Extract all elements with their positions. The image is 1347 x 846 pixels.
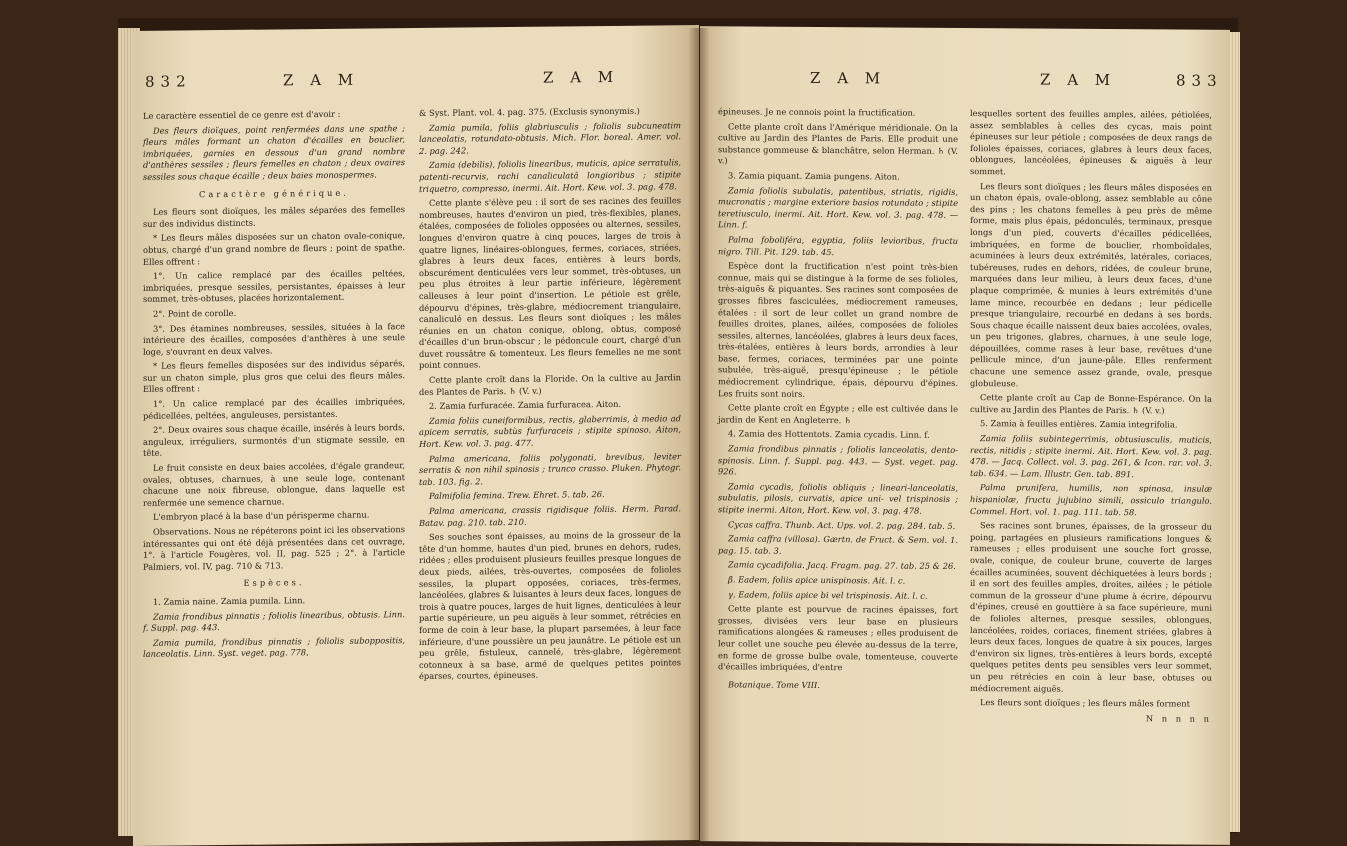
paragraph: Le fruit consiste en deux baies accolées, d'égale grandeur, ovales, obtuses, charnues, à une seule loge, contenant chacune une noix fibreuse, oblongue, dans laquelle est renfermée une semence charnue. — [143, 460, 405, 508]
paragraph: Cette plante croît au Cap de Bonne-Espérance. On la cultive au Jardin des Plantes de Paris. ♄ (V. v.) — [970, 392, 1212, 416]
paragraph: 1. Zamia naine. Zamia pumila. Linn. — [153, 595, 306, 607]
left-running-head-2: Z A M — [543, 67, 620, 87]
paragraph: Les fleurs sont dioïques, les mâles séparées des femelles sur des individus distincts. — [143, 204, 405, 229]
paragraph: Palmifolia femina. Trew. Ehret. 5. tab. 26. — [429, 489, 605, 502]
left-page — [133, 25, 699, 846]
paragraph: Cette plante croît en Égypte ; elle est cultivée dans le jardin de Kent en Angleterre. ♄ — [718, 402, 958, 426]
paragraph: 2. Zamia furfuracée. Zamia furfuracea. Aiton. — [429, 399, 622, 412]
paragraph: Palma americana, foliis polygonati, brevibus, leviter serratis & non nihil spinosis ; trunco crasso. Pluken. Phytogr. tab. 103. fig. 2. — [419, 450, 681, 487]
paragraph: & Syst. Plant. vol. 4. pag. 375. (Exclusis synonymis.) — [419, 105, 640, 118]
paragraph: β. Eadem, foliis apice unispinosis. Ait. l. c. — [728, 574, 906, 586]
paragraph: Zamia foliis subintegerrimis, obtusiusculis, muticis, rectis, nitidis ; stipite inermi. Ait. Hort. Kew. vol. 3. pag. 478. — Jacq. Collect. vol. 3. pag. 261, & Icon. rar. vol. 3. tab. 634. — Lam. Illustr. Gen. tab. 891. — [970, 433, 1212, 479]
paragraph: lesquelles sortent des feuilles amples, ailées, pétiolées, assez semblables à celles des cycas, mais point épineuses sur leur pétiole ; composées de deux rangs de folioles épaisses, coriaces, glabres à leurs deux faces, oblongues, lancéolées, épineuses & aiguës à leur sommet. — [970, 108, 1212, 177]
paragraph: Zamia frondibus pinnatis ; foliolis linearibus, obtusis. Linn. f. Suppl. pag. 443. — [143, 608, 405, 634]
paragraph: Cette plante s'élève peu : il sort de ses racines des feuilles nombreuses, hautes d'environ un pied, très-flexibles, planes, étalées, composées de folioles opposées ou alternes, sessiles, longues d'environ quatre à cinq pouces, larges de trois à quatre lignes, linéaires-oblongues, fermes, coriaces, striées, glabres à leurs deux faces, entières à leurs bords, obscurément denticulées vers leur sommet, très-obtuses, un peu plus étroites à leur partie inférieure, légèrement calleuses à leur point d'insertion. Le pétiole est grêle, dépourvu d'épines, très-glabre, médiocrement triangulaire, canaliculé en dessus. Les fleurs sont dioïques ; les mâles réunies en un chaton conique, oblong, obtus, composé d'écailles d'un brun-obscur ; le pédoncule court, chargé d'un duvet roussâtre & tomenteux. Les fleurs femelles ne me sont point connues. — [419, 195, 681, 371]
paragraph: épineuses. Je ne connois point la fructification. — [718, 106, 916, 118]
paragraph: Des fleurs dioïques, point renfermées dans une spathe ; fleurs mâles formant un chaton d'écailles en bouclier, imbriquées, garnies en dessous d'un grand nombre d'anthères sessiles ; fleurs femelles en chaton ; deux ovaires sessiles sous chaque écaille ; deux baies monospermes. — [143, 122, 405, 182]
paragraph: 5. Zamia à feuilles entières. Zamia integrifolia. — [980, 418, 1178, 430]
left-column-2 — [419, 105, 681, 686]
paragraph: * Les fleurs femelles disposées sur des individus séparés, sur un chaton simple, plus gros que celui des fleurs mâles. Elles offrent : — [143, 358, 405, 395]
left-running-head: Z A M — [283, 70, 360, 90]
paragraph: Zamia cycadifolia. Jacq. Fragm. pag. 27. tab. 25 & 26. — [728, 559, 956, 572]
paragraph: 1°. Un calice remplacé par des écailles imbriquées, pédicellées, peltées, anguleuses, persistantes. — [143, 396, 405, 421]
paragraph: L'embryon placé à la base d'un périsperme charnu. — [153, 509, 370, 523]
paragraph: Zamia pumila, frondibus pinnatis ; foliolis suboppositis, lanceolatis. Linn. Syst. veget. pag. 778, — [143, 634, 405, 660]
paragraph: Zamia foliis cuneiformibus, rectis, glaberrimis, à medio ad apicem serratis, subtùs furfuraceis ; stipite spinoso. Aiton, Hort. Kew. vol. 3. pag. 477. — [419, 413, 681, 449]
paragraph: Cette plante croît dans la Floride. On la cultive au Jardin des Plantes de Paris. ♄ (V. v.) — [419, 372, 681, 397]
paragraph: Espèce dont la fructification n'est point très-bien connue, mais qui se distingue à la forme de ses folioles, très-aiguës & piquantes. Ses racines sont composées de grosses fibres fasciculées, médiocrement rameuses, étalées : il sort de leur collet un grand nombre de feuilles droites, planes, ailées, composées de folioles sessiles, alternes, lancéolées, glabres à leurs deux faces, très-étalées, entières à leurs bords, arrondies à leur base, fermes, coriaces, terminées par une pointe subulée, très-aiguë, presqu'épineuse ; le pétiole médiocrement cylindrique, épais, dépourvu d'épines. Les fruits sont noirs. — [718, 260, 958, 399]
section-heading: Espèces. — [243, 577, 305, 589]
paragraph: 2°. Deux ovaires sous chaque écaille, insérés à leurs bords, anguleux, irréguliers, surmontés d'un stigmate sessile, en tête. — [143, 422, 405, 459]
section-heading: Caractère générique. — [199, 187, 349, 199]
paragraph: 3. Zamia piquant. Zamia pungens. Aiton. — [728, 170, 900, 182]
paragraph: Cycas caffra. Thunb. Act. Ups. vol. 2. pag. 284. tab. 5. — [728, 518, 956, 531]
paragraph: Les fleurs sont dioïques ; les fleurs mâles disposées en un chaton épais, ovale-oblong, assez semblable au cône des pins ; les chatons femelles à peu près de même forme, mais plus épais, pédonculés, terminaux, presque longs d'un pied, couverts d'écailles pédicellées, imbriquées, en forme de bouclier, rhomboïdales, acuminées à leurs deux extrémités, latérales, coriaces, tubéreuses, rudes en dehors, ridées, de couleur brune, marquées dans leur milieu, à leurs deux faces, d'une plaque comprimée, & munies à leurs extrémités d'une lame mince, recourbée en dedans ; leur pédicelle presque triangulaire, recourbé en dedans à ses bords. Sous chaque écaille naissent deux baies accolées, ovales, un peu trigones, glabres, charnues, à une seule loge, dépouillées, comme rases à leur base, revêtues d'une pellicule mince, d'un jaune-pâle. Elles renferment chacune une semence assez grande, ovale, presque globuleuse. — [970, 180, 1212, 389]
right-page — [700, 26, 1230, 845]
right-running-head-2: Z A M — [1040, 70, 1117, 90]
left-page-number: 832 — [145, 72, 192, 91]
right-column-1 — [718, 106, 958, 695]
paragraph: Zamia (debilis), foliolis linearibus, muticis, apice serratulis, patenti-recurvis, rachi canaliculatâ longioribus ; stipite triquetro, compresso, inermi. Ait. Hort. Kew. vol. 3. pag. 478. — [419, 157, 681, 194]
paragraph: Les fleurs sont dioïques ; les fleurs mâles forment — [980, 697, 1190, 709]
right-page-number: 833 — [1176, 71, 1223, 90]
paragraph: Zamia caffra (villosa). Gærtn. de Fruct. & Sem. vol. 1. pag. 15. tab. 3. — [718, 533, 958, 556]
right-column-2 — [970, 108, 1212, 728]
paragraph: Palma prunifera, humilis, non spinosa, insulæ hispaniolæ, fructu jujubino simili, ossiculo triangulo. Commel. Hort. vol. 1. pag. 111. tab. 58. — [970, 482, 1212, 517]
paragraph: Zamia foliolis subulatis, patentibus, striatis, rigidis, mucronatis ; margine exteriore basios rotundato ; stipite teretiusculo, inermi. Ait. Hort. Kew. vol. 3. pag. 478. — Linn. f. — [718, 184, 958, 230]
paragraph: γ. Eadem, foliis apice bi vel trispinosis. Ait. l. c. — [728, 588, 928, 601]
book-gutter — [688, 28, 710, 843]
right-running-head: Z A M — [810, 68, 887, 88]
paragraph: * Les fleurs mâles disposées sur un chaton ovale-conique, obtus, chargé d'un grand nombre de fleurs ; point de spathe. Elles offrent : — [143, 230, 405, 267]
signature-mark: N n n n n — [1145, 712, 1212, 724]
paragraph: 4. Zamia des Hottentots. Zamia cycadis. Linn. f. — [728, 428, 930, 441]
paragraph: Zamia cycadis, foliolis obliquis ; lineari-lanceolatis, subulatis, pilosis, curvatis, apice uni- vel trispinosis ; stipite inermi. Aiton, Hort. Kew. vol. 3. pag. 478. — [718, 481, 958, 516]
paragraph: Ses souches sont épaisses, au moins de la grosseur de la tête d'un homme, hautes d'un pied, brunes en dehors, rudes, ridées ; elles produisent plusieurs feuilles presque longues de deux pieds, ailées, très-ouvertes, composées de folioles sessiles, la plupart opposées, coriaces, très-fermes, lancéolées, glabres & luisantes à leurs deux faces, longues de trois à quatre pouces, larges de huit lignes, denticulées à leur partie supérieure, un peu aiguës à leur sommet, rétrécies en forme de coin à leur base, la plupart parsemées, à leur face inférieure, d'une poussière un peu jaunâtre. Le pétiole est un peu grêle, fistuleux, cannelé, très-glabre, légèrement cotonneux à sa base, armé de quelques petites pointes éparses, courtes, épineuses. — [419, 529, 681, 682]
paragraph: 1°. Un calice remplacé par des écailles peltées, imbriquées, presque sessiles, persistantes, épaisses à leur sommet, très-obtuses, placées horizontalement. — [143, 268, 405, 305]
paragraph: 3°. Des étamines nombreuses, sessiles, situées à la face intérieure des écailles, composées d'anthères à une seule loge, s'ouvrant en deux valves. — [143, 320, 405, 357]
paragraph: Ses racines sont brunes, épaisses, de la grosseur du poing, partagées en plusieurs ramifications longues & rameuses ; elles produisent une souche fort grosse, ovale, conique, de couleur brune, couverte de larges écailles acuminées, souvent déchiquetées à leurs bords ; il en sort des feuilles amples, droites, ailées ; le pétiole commun de la grosseur d'une plume à écrire, dépourvu d'épines, creusé en gouttière à sa face supérieure, muni de folioles alternes, presque sessiles, oblongues, lancéolées, roides, coriaces, finement striées, glabres à leurs deux faces, longues de quatre à six pouces, larges d'environ six lignes, très-entières à leurs bords, excepté quelques petites dents peu sensibles vers leur sommet, un peu rétrécies en coin à leur base, obtuses ou médiocrement aiguës. — [970, 520, 1212, 694]
paragraph: 2°. Point de corolle. — [153, 307, 237, 319]
left-column-1 — [143, 108, 405, 664]
paragraph: Cette plante croît dans l'Amérique méridionale. On la cultive au Jardin des Plantes de Paris. Elle produit une substance gommeuse & blanchâtre, selon Herman. ♄ (V. v.) — [718, 120, 958, 166]
paragraph: Le caractère essentiel de ce genre est d'avoir : — [143, 108, 341, 121]
paragraph: Zamia frondibus pinnatis ; foliolis lanceolatis, dento-spinosis. Linn. f. Suppl. pag. 443. — Syst. veget. pag. 926. — [718, 443, 958, 477]
footer-volume: Botanique. Tome VIII. — [728, 679, 820, 690]
paragraph: Observations. Nous ne répéterons point ici les observations intéressantes qui ont été déjà présentées dans cet ouvrage, 1°. à l'article Fougères, vol. II, pag. 525 ; 2°. à l'article Palmiers, vol. IV, pag. 710 & 713. — [143, 524, 405, 572]
paragraph: Palma americana, crassis rigidisque foliis. Herm. Parad. Batav. pag. 210. tab. 210. — [419, 503, 681, 528]
paragraph: Cette plante est pourvue de racines épaisses, fort grosses, divisées vers leur base en plusieurs ramifications alongées & rameuses ; elles produisent de leur collet une souche peu élevée au-dessus de la terre, en forme de grosse bulbe ovale, tomenteuse, couverte d'écailles imbriquées, d'entre — [718, 603, 958, 673]
paragraph: Zamia pumila, foliis glabriusculis ; foliolis subcuneatim lanceolatis, rotundato-obtusis. Mich. Flor. boreal. Amer. vol. 2. pag. 242. — [419, 119, 681, 156]
paragraph: Palma foboliféra, egyptia, foliis levioribus, fructu nigro. Till. Pit. 129. tab. 45. — [718, 234, 958, 257]
